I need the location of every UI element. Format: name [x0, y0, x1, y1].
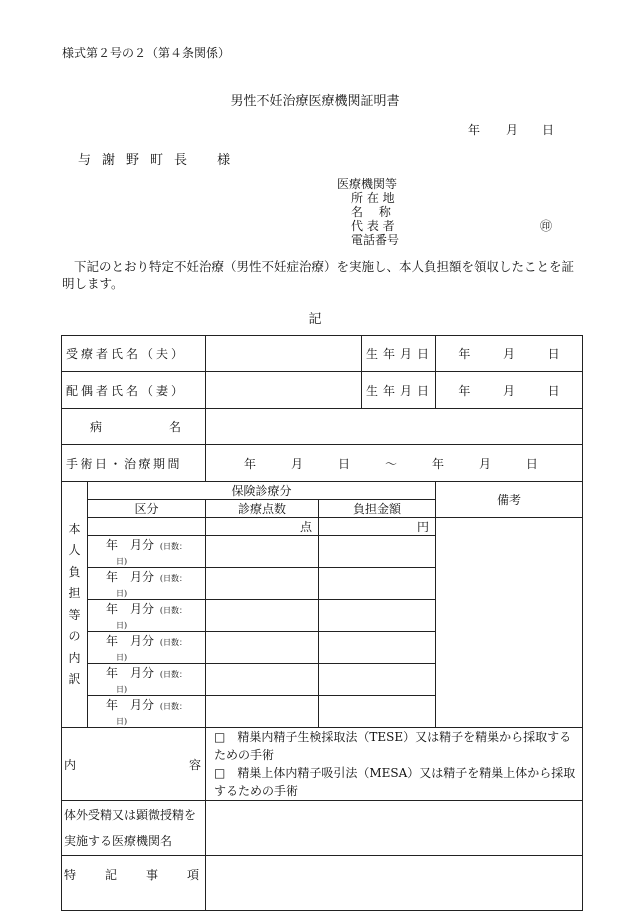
month-period-cell: 年 月分 (日数：日) — [88, 600, 206, 632]
period-end-year: 年 — [431, 456, 444, 471]
period-field[interactable] — [206, 445, 583, 482]
patient-name-field[interactable] — [206, 336, 362, 372]
patient-name-label: 受療者氏名（夫） — [62, 336, 206, 372]
spouse-name-label: 配偶者氏名（妻） — [62, 372, 206, 409]
amount-field[interactable] — [319, 664, 436, 696]
period-start-day: 日 — [337, 456, 350, 471]
document-title: 男性不妊治療医療機関証明書 — [230, 94, 400, 109]
content-label: 内 容 — [62, 728, 206, 801]
breakdown-vertical-label: 本 人 負 担 等 の 内 訳 — [62, 482, 88, 728]
period-start-month: 月 — [291, 456, 304, 471]
month-period-cell: 年 月分 (日数：日) — [88, 568, 206, 600]
month-period-cell: 年 月分 (日数：日) — [88, 536, 206, 568]
amount-field[interactable] — [319, 568, 436, 600]
remarks-field[interactable] — [436, 518, 583, 728]
special-notes-row — [62, 856, 583, 911]
issuer-address-label: 所 在 地 — [351, 191, 395, 205]
disease-row — [62, 409, 583, 445]
month-period-cell: 年 月分 (日数：日) — [88, 696, 206, 728]
ivf-clinic-label: 体外受精又は顕微授精を 実施する医療機関名 — [62, 801, 206, 856]
spouse-birth-day: 日 — [547, 383, 560, 398]
content-row — [62, 728, 583, 801]
spouse-birth-label: 生年月日 — [362, 372, 436, 409]
certificate-table — [61, 335, 583, 911]
period-tilde: ～ — [384, 456, 397, 471]
amount-field[interactable] — [319, 696, 436, 728]
patient-birth-label: 生年月日 — [362, 336, 436, 372]
yen-unit: 円 — [319, 518, 436, 536]
insurance-header: 保険診療分 — [88, 482, 436, 500]
period-end-day: 日 — [525, 456, 538, 471]
spouse-name-field[interactable] — [206, 372, 362, 409]
issuer-representative-label: 代 表 者 — [351, 219, 395, 233]
addressee — [78, 149, 241, 168]
patient-birth-day: 日 — [547, 347, 560, 361]
special-notes-label: 特 記 事 項 — [62, 856, 206, 911]
disease-field[interactable] — [206, 409, 583, 445]
special-notes-field[interactable] — [206, 856, 583, 911]
spouse-row — [62, 372, 583, 409]
points-field[interactable] — [206, 696, 319, 728]
amount-field[interactable] — [319, 536, 436, 568]
breakdown-unit-row — [62, 518, 583, 536]
option-mesa-checkbox[interactable]: □ 精巣上体内精子吸引法（MESA）又は精子を精巣上体から採取するための手術 — [214, 766, 576, 798]
ki-heading: 記 — [308, 312, 322, 327]
points-field[interactable] — [206, 664, 319, 696]
amount-field[interactable] — [319, 632, 436, 664]
addressee-name: 与謝野町長 — [78, 153, 199, 168]
patient-birth-year: 年 — [458, 347, 471, 361]
patient-row — [62, 336, 583, 372]
issue-date-day: 日 — [542, 123, 555, 137]
points-field[interactable] — [206, 568, 319, 600]
ivf-clinic-row — [62, 801, 583, 856]
issuer-name-label: 名 称 — [351, 205, 391, 219]
month-period-cell: 年 月分 (日数：日) — [88, 632, 206, 664]
month-period-cell: 年 月分 (日数：日) — [88, 664, 206, 696]
disease-label: 病 名 — [62, 409, 206, 445]
points-field[interactable] — [206, 600, 319, 632]
period-row — [62, 445, 583, 482]
points-field[interactable] — [206, 632, 319, 664]
seal-mark: ㊞ — [540, 219, 553, 233]
points-unit: 点 — [206, 518, 319, 536]
patient-birth-field[interactable] — [436, 336, 583, 372]
remarks-header: 備考 — [436, 482, 583, 518]
patient-birth-month: 月 — [502, 347, 515, 361]
issue-date-year: 年 — [468, 123, 481, 137]
amount-header: 負担金額 — [319, 500, 436, 518]
breakdown-header-row-1 — [62, 482, 583, 500]
period-label: 手術日・治療期間 — [62, 445, 206, 482]
category-header: 区分 — [88, 500, 206, 518]
spouse-birth-field[interactable] — [436, 372, 583, 409]
spouse-birth-year: 年 — [458, 383, 471, 398]
issuer-heading: 医療機関等 — [337, 177, 398, 191]
procedure-options — [206, 728, 583, 801]
addressee-suffix: 様 — [217, 153, 242, 168]
option-tese-checkbox[interactable]: □ 精巣内精子生検採取法（TESE）又は精子を精巣から採取するための手術 — [214, 730, 572, 762]
ivf-clinic-field[interactable] — [206, 801, 583, 856]
period-end-month: 月 — [478, 456, 491, 471]
issuer-phone-label: 電話番号 — [351, 233, 400, 247]
period-start-year: 年 — [244, 456, 257, 471]
spouse-birth-month: 月 — [502, 383, 515, 398]
issue-date-month: 月 — [506, 123, 519, 137]
form-number: 様式第２号の２（第４条関係） — [62, 46, 231, 60]
amount-field[interactable] — [319, 600, 436, 632]
points-field[interactable] — [206, 536, 319, 568]
certification-statement: 下記のとおり特定不妊治療（男性不妊症治療）を実施し、本人負担額を領収したことを証明します。 — [62, 259, 575, 291]
points-header: 診療点数 — [206, 500, 319, 518]
